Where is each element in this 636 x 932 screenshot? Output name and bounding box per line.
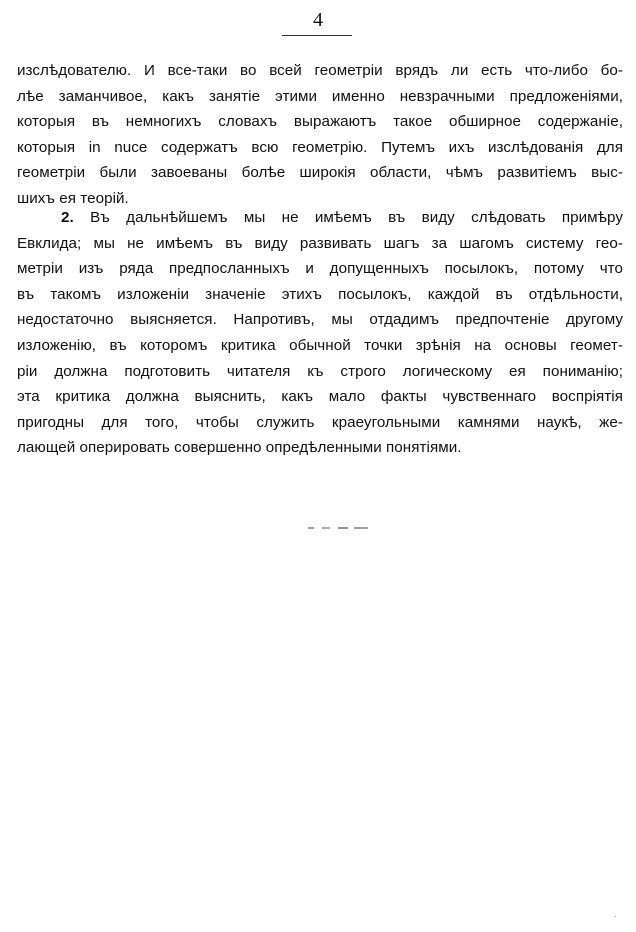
paragraph-2-line-6: изложенію, въ которомъ критика обычной точки зрѣнія на основы геомет- bbox=[17, 336, 623, 354]
page-number: 4 bbox=[313, 9, 323, 31]
paragraph-2-line-1-text: Въ дальнѣйшемъ мы не имѣемъ въ виду слѣдовать примѣру bbox=[90, 209, 623, 226]
paragraph-1-line-1: изслѣдователю. И все-таки во всей геометріи врядъ ли есть что-либо бо- bbox=[17, 62, 623, 79]
paragraph-number: 2. bbox=[61, 209, 74, 226]
paragraph-2-line-3: метріи изъ ряда предпосланныхъ и допущенныхъ посылокъ, потому что bbox=[17, 260, 623, 278]
paragraph-2 bbox=[17, 205, 623, 461]
header-rule bbox=[282, 35, 352, 36]
paragraph-1 bbox=[17, 58, 623, 212]
paragraph-1-line-5: геометріи были завоеваны болѣе широкія области, чѣмъ развитіемъ выс- bbox=[17, 164, 623, 182]
paragraph-1-line-3: которыя въ немногихъ словахъ выражаютъ такое обширное содержаніе, bbox=[17, 113, 623, 131]
paragraph-2-line-9: пригодны для того, чтобы служить краеугольными камнями наукѣ, же- bbox=[17, 413, 623, 431]
paragraph-2-line-7: ріи должна подготовить читателя къ строго логическому ея пониманію; bbox=[17, 362, 623, 380]
paragraph-2-line-1 bbox=[17, 205, 623, 231]
paragraph-1-line-4: которыя in nuce содержатъ всю геометрію. Путемъ ихъ изслѣдованія для bbox=[17, 138, 623, 156]
faint-scan-mark bbox=[308, 527, 368, 529]
paragraph-2-line-4: въ такомъ изложеніи значеніе этихъ посылокъ, каждой въ отдѣльности, bbox=[17, 285, 623, 303]
paragraph-2-line-10: лающей оперировать совершенно опредѣленными понятіями. bbox=[17, 439, 462, 457]
paragraph-2-line-2: Евклида; мы не имѣемъ въ виду развивать шагъ за шагомъ систему гео- bbox=[17, 234, 623, 252]
paragraph-2-line-8: эта критика должна выяснить, какъ мало факты чувственнаго воспріятія bbox=[17, 388, 623, 406]
corner-scan-speck: · bbox=[614, 911, 618, 922]
paragraph-1-line-2: лѣе заманчивое, какъ занятіе этими именно невзрачными предложеніями, bbox=[17, 87, 623, 105]
paragraph-2-line-5: недостаточно выясняется. Напротивъ, мы отдадимъ предпочтеніе другому bbox=[17, 311, 623, 329]
paragraph-1-line-6: шихъ ея теорій. bbox=[17, 189, 129, 207]
